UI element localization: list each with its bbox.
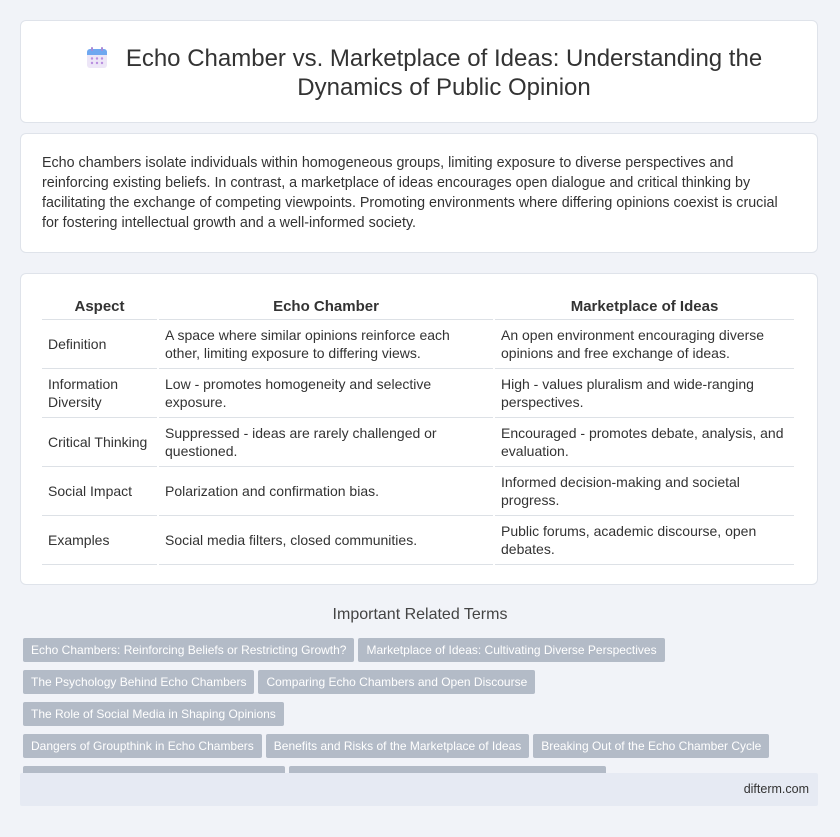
table-cell-aspect: Social Impact	[42, 467, 157, 516]
table-cell-marketplace: Informed decision-making and societal progress.	[495, 467, 794, 516]
related-term-tag[interactable]: Dangers of Groupthink in Echo Chambers	[23, 734, 262, 758]
page-title: Echo Chamber vs. Marketplace of Ideas: Understanding the Dynamics of Public Opinion	[125, 45, 763, 101]
header-card	[20, 20, 818, 123]
intro-card	[20, 133, 818, 253]
related-term-tag[interactable]: Benefits and Risks of the Marketplace of Ideas	[266, 734, 529, 758]
related-term-tag[interactable]: The Role of Social Media in Shaping Opinions	[23, 702, 284, 726]
comparison-card	[20, 273, 818, 585]
table-cell-aspect: Critical Thinking	[42, 418, 157, 467]
table-cell-aspect: Information Diversity	[42, 369, 157, 418]
table-row	[42, 467, 794, 516]
table-cell-marketplace: Public forums, academic discourse, open debates.	[495, 516, 794, 565]
related-term-tag[interactable]: Echo Chambers: Reinforcing Beliefs or Restricting Growth?	[23, 638, 354, 662]
comparison-table	[40, 294, 796, 565]
table-row	[42, 516, 794, 565]
footer-site-link[interactable]: difterm.com	[743, 782, 809, 796]
column-header-aspect: Aspect	[42, 294, 157, 320]
table-cell-echo: Social media filters, closed communities.	[159, 516, 493, 565]
table-cell-echo: Low - promotes homogeneity and selective exposure.	[159, 369, 493, 418]
footer	[20, 773, 818, 806]
related-term-tag[interactable]: Marketplace of Ideas: Cultivating Diverse Perspectives	[358, 638, 664, 662]
column-header-echo-chamber: Echo Chamber	[159, 294, 493, 320]
related-term-tag[interactable]: Breaking Out of the Echo Chamber Cycle	[533, 734, 769, 758]
related-term-tag[interactable]: Comparing Echo Chambers and Open Discourse	[258, 670, 535, 694]
related-term-tag[interactable]: The Psychology Behind Echo Chambers	[23, 670, 254, 694]
intro-text: Echo chambers isolate individuals within homogeneous groups, limiting exposure to diverse perspectives and reinforcing existing beliefs. In contrast, a marketplace of ideas encourages open dialogue and critical thinking by facilitating the exchange of competing viewpoints. Promoting environments where differing opinions coexist is crucial for fostering intellectual growth and a well-informed society.	[42, 155, 778, 231]
table-row	[42, 320, 794, 369]
related-terms-heading: Important Related Terms	[332, 606, 508, 623]
table-cell-marketplace: High - values pluralism and wide-ranging perspectives.	[495, 369, 794, 418]
calendar-icon	[85, 46, 109, 70]
table-row	[42, 418, 794, 467]
table-header-row	[42, 294, 794, 320]
table-cell-echo: Suppressed - ideas are rarely challenged or questioned.	[159, 418, 493, 467]
table-cell-marketplace: An open environment encouraging diverse opinions and free exchange of ideas.	[495, 320, 794, 369]
table-cell-echo: A space where similar opinions reinforce each other, limiting exposure to differing views.	[159, 320, 493, 369]
table-row	[42, 369, 794, 418]
column-header-marketplace: Marketplace of Ideas	[495, 294, 794, 320]
table-cell-aspect: Examples	[42, 516, 157, 565]
table-cell-marketplace: Encouraged - promotes debate, analysis, and evaluation.	[495, 418, 794, 467]
table-cell-aspect: Definition	[42, 320, 157, 369]
table-cell-echo: Polarization and confirmation bias.	[159, 467, 493, 516]
